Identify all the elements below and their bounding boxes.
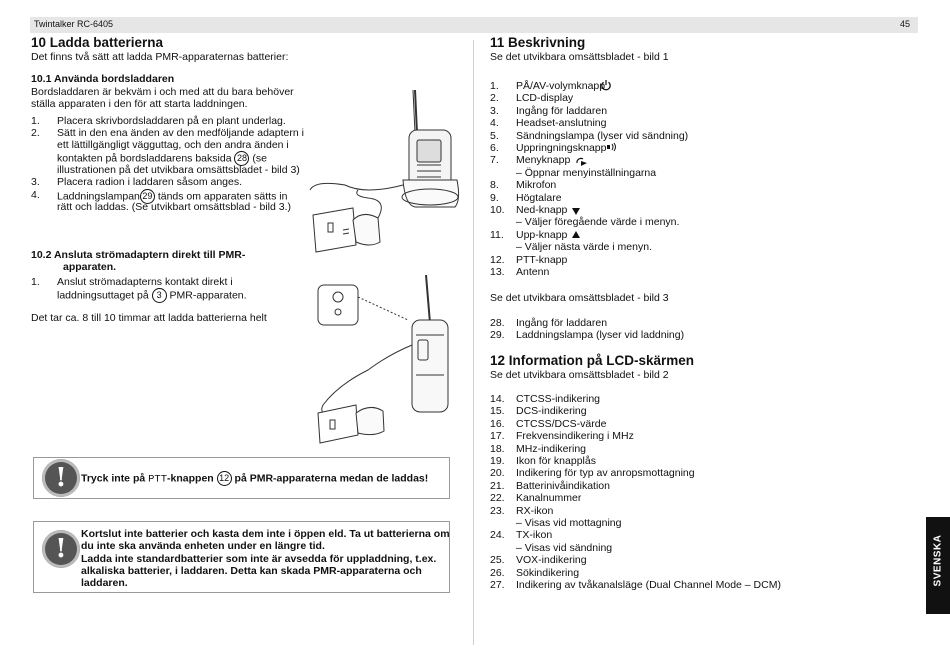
- list-item-number: 19.: [490, 455, 505, 467]
- list-item-text: Indikering av tvåkanalsläge (Dual Channel Mode – DCM): [516, 579, 781, 591]
- menu-arrow-icon: [575, 157, 589, 169]
- list-item-number: 16.: [490, 417, 505, 430]
- reference-circle: 12: [217, 471, 232, 486]
- list-item-number: 10.: [490, 204, 505, 216]
- section-10-1-intro-line: Bordsladdaren är bekväm i och med att du bara behöver: [31, 86, 294, 98]
- list-item-text: VOX-indikering: [516, 554, 587, 567]
- step-text-part: PMR-apparaten.: [169, 289, 247, 302]
- section-11-subtitle: Se det utvikbara omsättsbladet - bild 1: [490, 51, 669, 63]
- list-item-text: PÅ/AV-volymknapp: [516, 80, 606, 92]
- list-item-text: PTT-knapp: [516, 253, 568, 266]
- list-item-text: Frekvensindikering i MHz: [516, 430, 634, 443]
- list-item-text: Högtalare: [516, 191, 562, 204]
- list-item-text: CTCSS-indikering: [516, 393, 601, 405]
- section-10-intro: Det finns två sätt att ladda PMR-apparaternas batterier:: [31, 51, 289, 63]
- step-number: 1.: [31, 115, 40, 127]
- step-number: 2.: [31, 127, 40, 139]
- warning-box-ptt: [33, 457, 450, 499]
- list-item-number: 18.: [490, 442, 505, 455]
- warning-exclamation-icon: !: [42, 530, 80, 568]
- list-item-subtext: – Visas vid sändning: [516, 541, 613, 554]
- reference-circle: 3: [152, 288, 167, 303]
- down-arrow-icon: [571, 207, 581, 216]
- section-12-subtitle: Se det utvikbara omsättsbladet - bild 2: [490, 369, 669, 381]
- list-item-number: 4.: [490, 117, 499, 130]
- list-item-number: 20.: [490, 467, 505, 480]
- column-divider: [473, 40, 474, 645]
- list-item-text: DCS-indikering: [516, 405, 587, 418]
- step-number: 4.: [31, 189, 40, 201]
- list-item-number: 11.: [490, 228, 504, 241]
- warning-text-part: -knappen: [167, 472, 214, 485]
- language-label: SVENSKA: [932, 534, 944, 587]
- list-item-text: Indikering för typ av anropsmottagning: [516, 467, 695, 480]
- list-item-number: 3.: [490, 104, 499, 117]
- step-text: illustrationen på det utvikbara omsättsbladet - bild 3): [57, 164, 300, 176]
- warning-exclamation-icon: !: [42, 459, 80, 497]
- list-item-text: Ingång för laddaren: [516, 317, 608, 329]
- language-side-tab: [926, 517, 950, 614]
- step-text-part: (se: [252, 152, 267, 165]
- list-item-text: CTCSS/DCS-värde: [516, 417, 607, 430]
- list-item-number: 17.: [490, 430, 505, 443]
- list-item-text: Menyknapp: [516, 154, 571, 167]
- document-title: Twintalker RC-6405: [34, 19, 114, 29]
- list-item-number: 2.: [490, 92, 499, 105]
- list-item-text: LCD-display: [516, 92, 574, 105]
- list-item-number: 8.: [490, 179, 499, 192]
- warning-text-part: på PMR-apparaterna medan de laddas!: [234, 472, 429, 485]
- step-text: Anslut strömadapterns kontakt direkt i: [57, 276, 233, 288]
- list-item-number: 7.: [490, 154, 499, 167]
- step-text: Placera skrivbordsladdaren på en plant underlag.: [57, 115, 286, 127]
- list-item-text: Upp-knapp: [516, 228, 568, 241]
- list-item-text: Antenn: [516, 266, 550, 278]
- list-item-text: Kanalnummer: [516, 492, 582, 505]
- step-text: rätt och laddas. (Se utvikbart omsättsblad - bild 3.): [57, 201, 292, 213]
- list-item-subtext: – Visas vid mottagning: [516, 517, 622, 529]
- list-item-text: Mikrofon: [516, 179, 557, 192]
- list-item-number: 9.: [490, 191, 499, 204]
- header-bar: [30, 17, 918, 33]
- list-item-subtext: – Öppnar menyinställningarna: [516, 166, 657, 179]
- list-item-subtext: – Väljer föregående värde i menyn.: [516, 216, 680, 229]
- section-10-title: 10 Ladda batterierna: [31, 35, 164, 50]
- reference-circle: 28: [234, 151, 249, 166]
- warning-text: [81, 471, 428, 486]
- page-number: 45: [900, 19, 911, 29]
- section-10-2-title: 10.2 Ansluta strömadaptern direkt till PMR-: [31, 249, 246, 261]
- list-item-text: Sökindikering: [516, 566, 580, 579]
- list-item-number: 29.: [490, 329, 505, 342]
- list-item-text: Uppringningsknapp: [516, 142, 607, 154]
- list-item-number: 23.: [490, 504, 505, 517]
- list-item-number: 28.: [490, 317, 505, 329]
- section-11-title: 11 Beskrivning: [490, 35, 586, 50]
- warning-text-part: Tryck inte på: [81, 472, 146, 485]
- list-item-number: 25.: [490, 554, 505, 567]
- list-item-text: TX-ikon: [516, 529, 553, 542]
- ptt-label: PTT: [148, 473, 168, 486]
- warning-box-batteries: [33, 521, 450, 593]
- step-number: 1.: [31, 276, 40, 288]
- list-item-text: RX-ikon: [516, 504, 554, 517]
- list-item-text: Batterinivåindikation: [516, 479, 610, 492]
- list-item-text: Headset-anslutning: [516, 117, 607, 130]
- list-item-text: Ikon för knapplås: [516, 455, 596, 467]
- power-icon: [600, 79, 612, 91]
- step-text-part: tänds om apparaten sätts in: [157, 190, 288, 203]
- list-item-number: 5.: [490, 129, 499, 142]
- list-item-number: 21.: [490, 479, 505, 492]
- list-item-number: 12.: [490, 253, 505, 266]
- reference-circle: 29: [140, 189, 155, 204]
- step-number: 3.: [31, 176, 40, 188]
- warning-line: Kortslut inte batterier och kasta dem inte i öppen eld. Ta ut batterierna om: [81, 528, 450, 540]
- step-text: ett lättillgängligt vägguttag, och den andra änden i: [57, 139, 289, 151]
- direct-adapter-illustration: [308, 275, 458, 445]
- step-text: Placera radion i laddaren såsom anges.: [57, 176, 243, 188]
- list-item-text: Ned-knapp: [516, 204, 568, 216]
- warning-line: laddaren.: [81, 577, 128, 589]
- list-item-number: 14.: [490, 393, 505, 405]
- list-item-text: Laddningslampa (lyser vid laddning): [516, 329, 685, 342]
- list-item-number: 22.: [490, 492, 505, 505]
- list-item-number: 13.: [490, 266, 505, 278]
- step-text-part: Laddningslampan: [57, 190, 140, 203]
- list-item-number: 27.: [490, 579, 505, 591]
- list-item-number: 26.: [490, 566, 505, 579]
- list-item-number: 1.: [490, 80, 499, 92]
- section-11-subtitle-2: Se det utvikbara omsättsbladet - bild 3: [490, 292, 669, 304]
- step-text-part: kontakten på bordsladdarens baksida: [57, 152, 232, 165]
- list-item-number: 15.: [490, 405, 505, 418]
- list-item-subtext: – Väljer nästa värde i menyn.: [516, 241, 652, 254]
- charging-time-note: Det tar ca. 8 till 10 timmar att ladda batterierna helt: [31, 312, 267, 324]
- call-signal-icon: [606, 141, 618, 153]
- step-text-part: laddningsuttaget på: [57, 289, 149, 302]
- up-arrow-icon: [571, 230, 581, 239]
- list-item-text: Ingång för laddaren: [516, 104, 608, 117]
- section-10-1-intro-line: ställa apparaten i den för att starta laddningen.: [31, 98, 248, 110]
- list-item-number: 24.: [490, 529, 505, 542]
- section-10-1-title: 10.1 Använda bordsladdaren: [31, 73, 175, 85]
- section-10-2-title-cont: apparaten.: [63, 261, 117, 273]
- warning-line: Ladda inte standardbatterier som inte är avsedda för uppladdning, t.ex.: [81, 553, 437, 565]
- step-text: Sätt in den ena änden av den medföljande adaptern i: [57, 127, 304, 139]
- list-item-text: MHz-indikering: [516, 442, 587, 455]
- list-item-number: 6.: [490, 142, 499, 154]
- warning-line: du inte ska använda enheten under en längre tid.: [81, 540, 325, 552]
- warning-line: alkaliska batterier, i laddaren. Detta kan skada PMR-apparaterna och: [81, 565, 422, 577]
- step-text: [57, 288, 247, 303]
- list-item-text: Sändningslampa (lyser vid sändning): [516, 129, 689, 142]
- wall-adapter-illustration: [308, 190, 418, 255]
- section-12-title: 12 Information på LCD-skärmen: [490, 353, 695, 368]
